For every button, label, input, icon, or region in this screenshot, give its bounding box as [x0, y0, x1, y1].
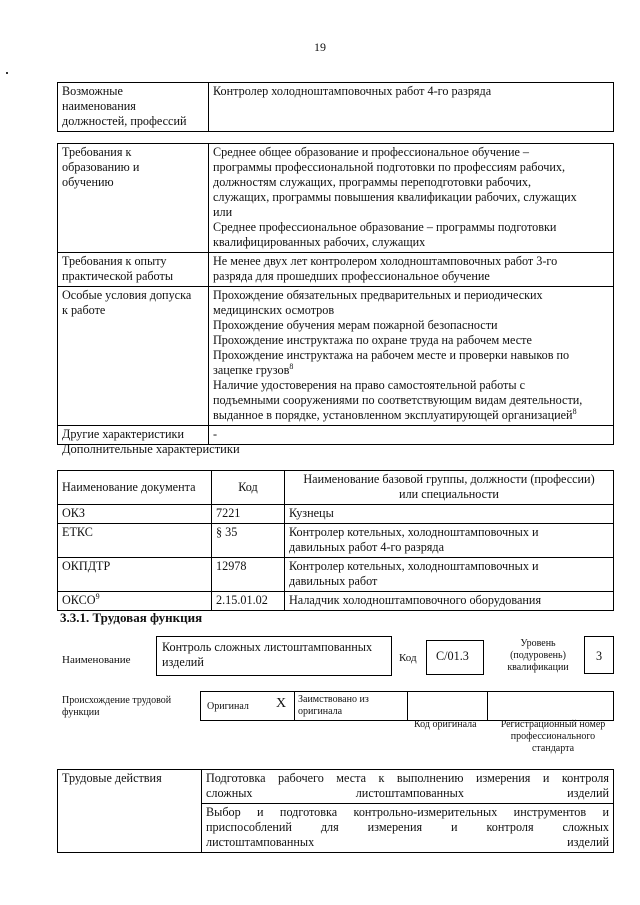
footnote-mark: 8 [289, 361, 294, 371]
table-row [58, 287, 614, 426]
origin-divider-2 [407, 691, 408, 721]
table-row [58, 592, 614, 611]
labor-actions-label: Трудовые действия [58, 770, 202, 853]
page-number: 19 [314, 40, 326, 54]
function-name-value: Контроль сложных листоштампованных изделий [162, 640, 373, 669]
function-name-label: Наименование [62, 654, 131, 666]
table-row [58, 144, 614, 253]
doc-cell: ЕТКС [58, 524, 212, 558]
header-name: Наименование базовой группы, должности (профессии) или специальности [285, 471, 614, 505]
positions-label: Возможные наименования должностей, профессий [58, 83, 209, 132]
doc-cell: ОКПДТР [58, 558, 212, 592]
code-cell: 2.15.01.02 [212, 592, 285, 611]
name-cell: Контролер котельных, холодноштамповочных и давильных работ 4-го разряда [285, 524, 614, 558]
positions-table [57, 82, 614, 132]
table-header-row [58, 471, 614, 505]
education-line: Среднее общее образование и профессиональное обучение – программы профессиональной подготовки по профессиям рабочих, должностям служащих, программы переподготовки рабочих, служащих, программы повышения квалификации рабочих, служащих или [213, 145, 577, 219]
condition-line: Наличие удостоверения на право самостоятельной работы с подъемными сооружениями по соответствующим видам деятельности, выданное в порядке, установленном эксплуатирующей организацией$^8$ [213, 378, 583, 422]
header-code: Код [212, 471, 285, 505]
experience-value: Не менее двух лет контролером холодноштамповочных работ 3-го разряда для прошедших профессиональное обучение [209, 253, 614, 287]
code-cell: § 35 [212, 524, 285, 558]
origin-divider-1 [294, 691, 295, 721]
requirements-table [57, 143, 614, 445]
education-value [209, 144, 614, 253]
special-conditions-label: Особые условия допуска к работе [58, 287, 209, 426]
footnote-mark: 8 [572, 406, 577, 416]
additional-title: Дополнительные характеристики [62, 442, 240, 456]
education-label: Требования к образованию и обучению [58, 144, 209, 253]
code-label: Код [399, 652, 417, 664]
function-heading: 3.3.1. Трудовая функция [60, 610, 203, 625]
origin-divider-3 [487, 691, 488, 721]
condition-line: Прохождение инструктажа по охране труда на рабочем месте [213, 333, 532, 347]
education-line: Среднее профессиональное образование – программы подготовки квалифицированных рабочих, служащих [213, 220, 557, 249]
table-row [58, 524, 614, 558]
doc-cell: ОКЗ [58, 505, 212, 524]
table-row [58, 505, 614, 524]
code-cell: 7221 [212, 505, 285, 524]
condition-line: Прохождение обучения мерам пожарной безопасности [213, 318, 498, 332]
experience-label: Требования к опыту практической работы [58, 253, 209, 287]
table-row [58, 770, 614, 804]
doc-cell: ОКСО$^9$ [58, 592, 212, 611]
code-cell: 12978 [212, 558, 285, 592]
condition-line: Прохождение инструктажа на рабочем месте и проверки навыков по зацепке грузов$^8$ [213, 348, 570, 377]
positions-value: Контролер холодноштамповочных работ 4-го разряда [209, 83, 614, 132]
labor-actions-table [57, 769, 614, 853]
table-row [58, 558, 614, 592]
origin-label: Происхождение трудовой функции [62, 695, 172, 718]
name-cell: Контролер котельных, холодноштамповочных и давильных работ [285, 558, 614, 592]
labor-action-item: Выбор и подготовка контрольно-измерительных инструментов и приспособлений для измерения и контроля сложных листоштампованных изделий [202, 804, 614, 853]
name-cell: Наладчик холодноштамповочного оборудования [285, 592, 614, 611]
labor-action-item: Подготовка рабочего места к выполнению измерения и контроля сложных листоштампованных изделий [202, 770, 614, 804]
scan-speck [6, 72, 8, 74]
level-value: 3 [596, 649, 603, 663]
other-label: Другие характеристики [58, 426, 209, 445]
condition-line: Прохождение обязательных предварительных и периодических медицинских осмотров [213, 288, 543, 317]
table-row [58, 253, 614, 287]
table-row [58, 83, 614, 132]
special-conditions-value [209, 287, 614, 426]
header-doc: Наименование документа [58, 471, 212, 505]
reg-number-label: Регистрационный номер профессионального стандарта [500, 719, 606, 754]
other-value: - [209, 426, 614, 445]
code-original-label: Код оригинала [414, 719, 477, 730]
name-cell: Кузнецы [285, 505, 614, 524]
code-value: C/01.3 [436, 649, 469, 663]
additional-table [57, 470, 614, 611]
original-mark: X [276, 696, 287, 711]
footnote-mark: 9 [95, 591, 100, 601]
original-label: Оригинал [207, 701, 249, 712]
level-label: Уровень (подуровень) квалификации [507, 638, 569, 673]
borrowed-label: Заимствовано из оригинала [298, 694, 369, 717]
